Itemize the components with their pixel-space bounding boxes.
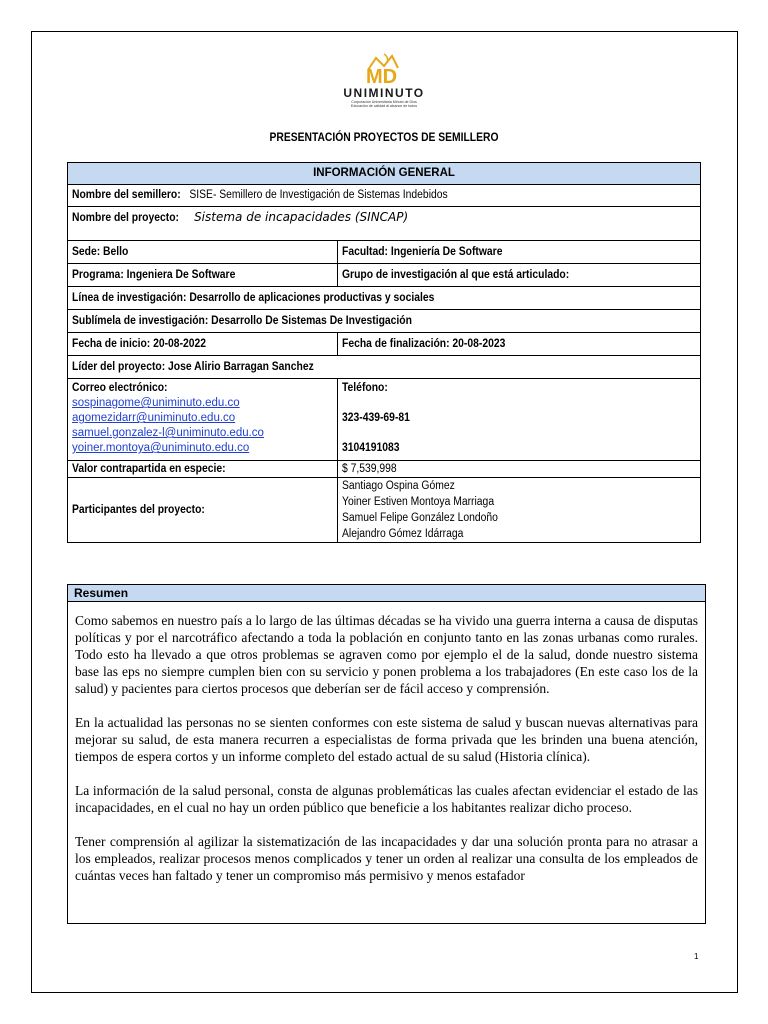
email-link[interactable]: sospinagome@uniminuto.edu.co xyxy=(72,397,240,409)
correo-label: Correo electrónico: xyxy=(72,382,168,394)
telefono-value: 3104191083 xyxy=(342,442,400,454)
svg-text:MD: MD xyxy=(366,66,398,86)
valor-value-cell: $ 7,539,998 xyxy=(338,461,701,478)
fecha-fin-cell: Fecha de finalización: 20-08-2023 xyxy=(338,333,701,356)
proyecto-value: Sistema de incapacidades (SINCAP) xyxy=(194,210,409,224)
email-link[interactable]: samuel.gonzalez-l@uniminuto.edu.co xyxy=(72,427,264,439)
fecha-inicio-cell: Fecha de inicio: 20-08-2022 xyxy=(68,333,338,356)
valor-label-cell: Valor contrapartida en especie: xyxy=(68,461,338,478)
md-logo-icon xyxy=(362,52,406,86)
participante-name: Yoiner Estiven Montoya Marriaga xyxy=(342,496,495,508)
resumen-paragraph: Como sabemos en nuestro país a lo largo de las últimas décadas se ha vivido una guerra interna a causa de disputas políticas y por el narcotráfico afectando a toda la población en conjunto tanto en las zonas urbanas como rurales. Todo esto ha llevado a que otros problemas se agraven como por ejemplo el de la salud, donde nuestro sistema base las eps no siempre cumplen bien con su servicio y ponen problema a los trabajadores (En este caso los de la salud) y pacientes para ciertos procesos que deberían ser de fácil acceso y comprensión. xyxy=(75,613,698,696)
page-number: 1 xyxy=(694,952,699,961)
participantes-cell xyxy=(338,478,701,543)
logo-subtitle-line1: Corporación Universitaria Minuto de Dios xyxy=(351,100,417,104)
semillero-label: Nombre del semillero: xyxy=(72,189,181,201)
telefono-value: 323-439-69-81 xyxy=(342,412,410,424)
programa-cell: Programa: Ingeniera De Software xyxy=(68,264,338,287)
participantes-label-cell: Participantes del proyecto: xyxy=(68,478,338,543)
resumen-paragraph: En la actualidad las personas no se sienten conformes con este sistema de salud y buscan nuevas alternativas para mejorar su salud, de esta manera recurren a especialistas de forma privada que les brinden una buena atención, tiempos de espera cortos y un informe completo del estado actual de su salud (Historia clínica). xyxy=(75,715,698,764)
lider-cell: Líder del proyecto: Jose Alirio Barragan Sanchez xyxy=(68,356,701,379)
semillero-value: SISE- Semillero de Investigación de Sistemas Indebidos xyxy=(189,189,448,201)
email-link[interactable]: agomezidarr@uniminuto.edu.co xyxy=(72,412,236,424)
facultad-cell: Facultad: Ingeniería De Software xyxy=(338,241,701,264)
sublinea-cell: Sublímela de investigación: Desarrollo De Sistemas De Investigación xyxy=(68,310,701,333)
sede-cell: Sede: Bello xyxy=(68,241,338,264)
general-info-header: INFORMACIÓN GENERAL xyxy=(68,163,701,185)
telefono-label: Teléfono: xyxy=(342,382,388,394)
telefono-cell xyxy=(338,379,701,461)
logo-subtitle-line2: Educación de calidad al alcance de todos xyxy=(350,104,418,109)
semillero-row xyxy=(68,185,701,207)
proyecto-label: Nombre del proyecto: xyxy=(72,212,179,224)
participante-name: Santiago Ospina Gómez xyxy=(342,480,455,492)
correo-cell xyxy=(68,379,338,461)
resumen-header: Resumen xyxy=(68,585,705,602)
document-title: PRESENTACIÓN PROYECTOS DE SEMILLERO xyxy=(269,130,499,144)
logo-subtitle xyxy=(330,100,438,108)
grupo-cell: Grupo de investigación al que está articulado: xyxy=(338,264,701,287)
proyecto-row xyxy=(68,207,701,241)
resumen-paragraph: La información de la salud personal, consta de algunas problemáticas las cuales afectan evidenciar el estado de las incapacidades, en el cual no hay un orden público que beneficie a los habitantes realizar dicho proceso. xyxy=(75,783,698,815)
email-link[interactable]: yoiner.montoya@uniminuto.edu.co xyxy=(72,442,250,454)
participante-name: Samuel Felipe González Londoño xyxy=(342,512,498,524)
resumen-paragraph: Tener comprensión al agilizar la sistematización de las incapacidades y dar una solución pronta para no atrasar a los empleados, realizar procesos menos complicados y tener un orden al realizar una consulta de los empleados de cuántas veces han faltado y tener un compromiso más permisivo y menos estafador xyxy=(75,834,698,883)
participante-name: Alejandro Gómez Idárraga xyxy=(342,528,464,540)
general-info-table xyxy=(67,162,701,543)
resumen-body xyxy=(68,602,705,884)
linea-cell: Línea de investigación: Desarrollo de aplicaciones productivas y sociales xyxy=(68,287,701,310)
uniminuto-logo xyxy=(330,52,438,118)
logo-brand-text: UNIMINUTO xyxy=(343,86,425,100)
resumen-section xyxy=(67,584,706,924)
